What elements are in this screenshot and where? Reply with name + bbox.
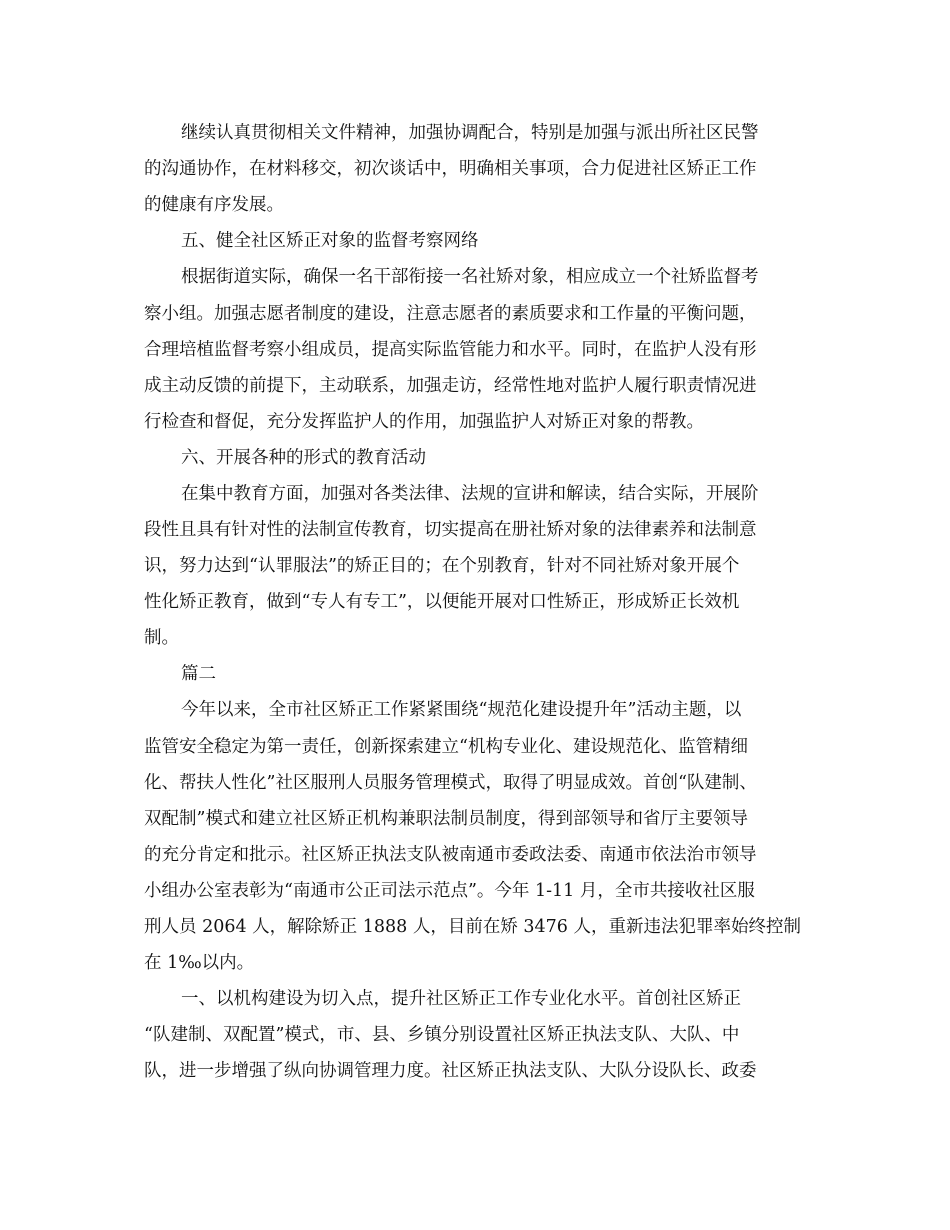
section-heading: 五、健全社区矫正对象的监督考察网络 [181, 231, 479, 251]
paragraph-line: 察小组。加强志愿者制度的建设，注意志愿者的素质要求和工作量的平衡问题， [144, 304, 757, 324]
paragraph-line: 的沟通协作，在材料移交，初次谈话中，明确相关事项，合力促进社区矫正工作 [144, 159, 757, 179]
paragraph-line: 制。 [144, 628, 179, 648]
paragraph-line: 成主动反馈的前提下，主动联系，加强走访，经常性地对监护人履行职责情况进 [144, 376, 757, 396]
paragraph-line: 行检查和督促，充分发挥监护人的作用，加强监护人对矫正对象的帮教。 [144, 412, 704, 432]
paragraph-line: 刑人员 2064 人，解除矫正 1888 人，目前在矫 3476 人，重新违法犯罪率始终控制 [144, 917, 801, 937]
paragraph-line: 段性且具有针对性的法制宣传教育，切实提高在册社矫对象的法律素养和法制意 [144, 520, 757, 540]
paragraph-line: 合理培植监督考察小组成员，提高实际监管能力和水平。同时，在监护人没有形 [144, 340, 757, 360]
paragraph-line: 识，努力达到“认罪服法”的矫正目的；在个别教育，针对不同社矫对象开展个 [144, 556, 740, 576]
paragraph-line: “队建制、双配置”模式，市、县、乡镇分别设置社区矫正执法支队、大队、中 [144, 1025, 740, 1045]
paragraph-line: 队，进一步增强了纵向协调管理力度。社区矫正执法支队、大队分设队长、政委 [144, 1061, 757, 1081]
paragraph-line: 继续认真贯彻相关文件精神，加强协调配合，特别是加强与派出所社区民警 [181, 123, 759, 143]
paragraph-line: 监管安全稳定为第一责任，创新探索建立“机构专业化、建设规范化、监管精细 [144, 737, 748, 757]
paragraph-line: 在集中教育方面，加强对各类法律、法规的宣讲和解读，结合实际，开展阶 [181, 484, 759, 504]
paragraph-line: 的充分肯定和批示。社区矫正执法支队被南通市委政法委、南通市依法治市领导 [144, 845, 757, 865]
paragraph-line: 双配制”模式和建立社区矫正机构兼职法制员制度，得到部领导和省厅主要领导 [144, 809, 748, 829]
paragraph-line: 在 1‰以内。 [144, 953, 255, 973]
paragraph-line: 的健康有序发展。 [144, 195, 284, 215]
paragraph-line: 化、帮扶人性化”社区服刑人员服务管理模式，取得了明显成效。首创“队建制、 [144, 773, 757, 793]
section-heading: 六、开展各种的形式的教育活动 [181, 448, 426, 468]
paragraph-line: 一、以机构建设为切入点，提升社区矫正工作专业化水平。首创社区矫正 [181, 989, 741, 1009]
section-heading: 篇二 [181, 664, 216, 684]
paragraph-line: 今年以来，全市社区矫正工作紧紧围绕“规范化建设提升年”活动主题，以 [181, 700, 742, 720]
paragraph-line: 性化矫正教育，做到“专人有专工”，以便能开展对口性矫正，形成矫正长效机 [144, 592, 740, 612]
paragraph-line: 根据街道实际，确保一名干部衔接一名社矫对象，相应成立一个社矫监督考 [181, 267, 759, 287]
paragraph-line: 小组办公室表彰为“南通市公正司法示范点”。今年 1-11 月，全市共接收社区服 [144, 881, 755, 901]
